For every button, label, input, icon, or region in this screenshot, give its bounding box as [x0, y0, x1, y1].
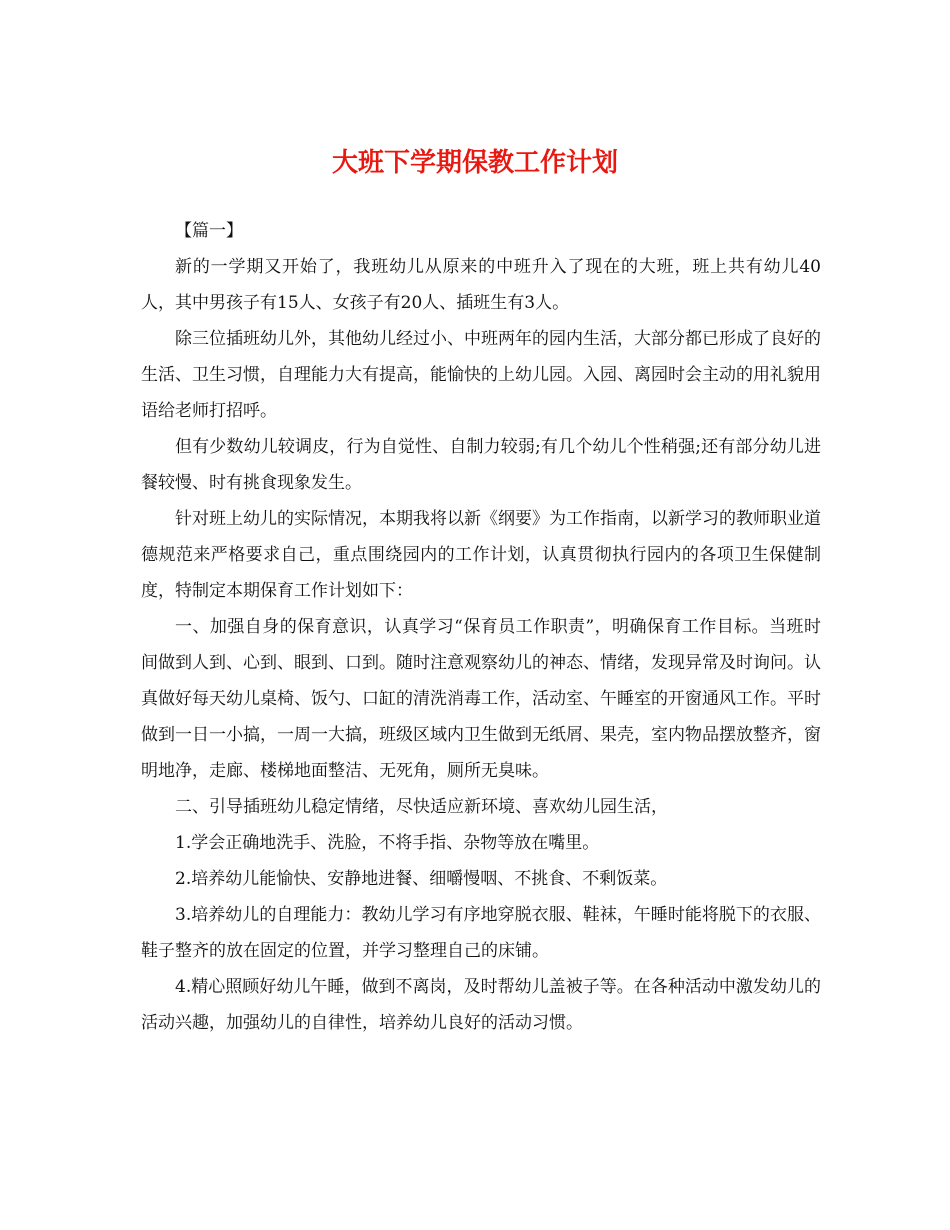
document-body [141, 213, 821, 1041]
paragraph-plan-intro: 针对班上幼儿的实际情况，本期我将以新《纲要》为工作指南，以新学习的教师职业道德规范来严格要求自己，重点围绕园内的工作计划，认真贯彻执行园内的各项卫生保健制度，特制定本期保育工作计划如下： [141, 509, 821, 601]
document-title: 大班下学期保教工作计划 [331, 148, 618, 178]
list-item-2: 2.培养幼儿能愉快、安静地进餐、细嚼慢咽、不挑食、不剩饭菜。 [175, 869, 668, 889]
paragraph-item-one: 一、加强自身的保育意识，认真学习“保育员工作职责”，明确保育工作目标。当班时间做到人到、心到、眼到、口到。随时注意观察幼儿的神态、情绪，发现异常及时询问。认真做好每天幼儿桌椅、饭勺、口缸的清洗消毒工作，活动室、午睡室的开窗通风工作。平时做到一日一小搞，一周一大搞，班级区域内卫生做到无纸屑、果壳，室内物品摆放整齐，窗明地净，走廊、楼梯地面整洁、无死角，厕所无臭味。 [141, 617, 821, 781]
list-item-3: 3.培养幼儿的自理能力：教幼儿学习有序地穿脱衣服、鞋袜，午睡时能将脱下的衣服、鞋子整齐的放在固定的位置，并学习整理自己的床铺。 [141, 905, 821, 961]
list-item-1: 1.学会正确地洗手、洗脸，不将手指、杂物等放在嘴里。 [175, 833, 600, 853]
paragraph-item-two: 二、引导插班幼儿稳定情绪，尽快适应新环境、喜欢幼儿园生活， [175, 797, 668, 817]
paragraph-habits: 除三位插班幼儿外，其他幼儿经过小、中班两年的园内生活，大部分都已形成了良好的生活、卫生习惯，自理能力大有提高，能愉快的上幼儿园。入园、离园时会主动的用礼貌用语给老师打招呼。 [141, 329, 821, 421]
section-heading: 【篇一】 [175, 221, 243, 241]
paragraph-problems: 但有少数幼儿较调皮，行为自觉性、自制力较弱;有几个幼儿个性稍强;还有部分幼儿进餐较慢、时有挑食现象发生。 [141, 437, 821, 493]
list-item-4: 4.精心照顾好幼儿午睡，做到不离岗，及时帮幼儿盖被子等。在各种活动中激发幼儿的活动兴趣，加强幼儿的自律性，培养幼儿良好的活动习惯。 [141, 977, 821, 1033]
paragraph-class-overview: 新的一学期又开始了，我班幼儿从原来的中班升入了现在的大班，班上共有幼儿40人，其中男孩子有15人、女孩子有20人、插班生有3人。 [141, 257, 821, 313]
